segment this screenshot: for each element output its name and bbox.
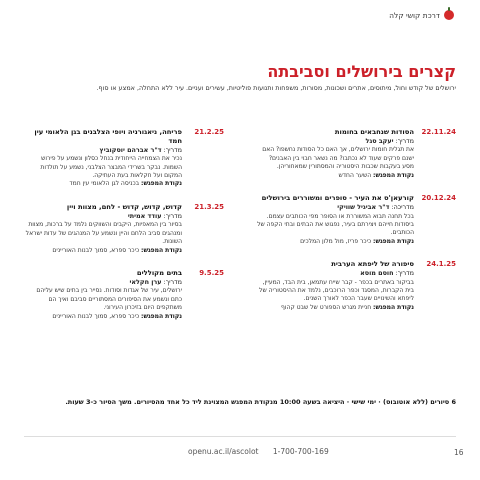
guide-name: חוסם מוסא bbox=[360, 268, 394, 277]
tour-title: הסודות שנחבאים בחומות bbox=[334, 128, 414, 136]
tours-summary-note: 6 סיורים (ללא אוטובוס) · ימי שישי · היציאה בשעה 10:00 מנקודת המפגש המצוינת ליד כל אחד מהסיורים. משך הסיור כ-3 שעות. bbox=[65, 398, 456, 406]
apple-icon bbox=[444, 10, 454, 20]
intro-text: ירושלים של קודש וחול, מיתוסים, אתרים ושכונות, מסורות, משפחות ותנועות פוליטיות, עשירים ועניים. עיר ללא התחלה, אמצע או סוף. bbox=[96, 84, 456, 92]
tour-description: נכיר את הצמחייה הייחודית בנחל כסלון ונשמע על פירוש השמות. נבקר בשרידי המבצר הצלבני, נשמע על תולדות המקום ועל חקלאות בעת העתיקה. bbox=[40, 155, 182, 180]
tour-date: 21.3.25 bbox=[194, 202, 224, 211]
tour-description: את תגלית חומות ירושלים, אך האם כל הסודות נחשפו? האם ישנם פרקים שעוד לא נכתבו? מה נשאר חבוי בין האבנים? מסע בעקבות שכבות היסטוריה והמסתורין שמאחוריהן. bbox=[262, 146, 414, 171]
tour-item bbox=[24, 128, 224, 189]
meet-location: בכניסה לגן הלאומי עין חמד bbox=[69, 180, 140, 188]
footer-divider bbox=[24, 436, 456, 437]
meet-label: נקודת המפגש: bbox=[373, 237, 414, 245]
guide-name: ד"ר אברהם יוסקוביץ bbox=[99, 145, 162, 154]
guide-prefix: מדריך: bbox=[395, 136, 414, 145]
meet-label: נקודת המפגש: bbox=[141, 180, 182, 188]
tour-guide bbox=[24, 278, 182, 287]
meet-location: כיכר ספרא, סמוך לבנות האוריינים bbox=[52, 312, 140, 320]
meet-label: נקודת המפגש: bbox=[141, 246, 182, 254]
tour-guide bbox=[256, 137, 414, 146]
tour-description: בסיור בין המאפיות, היקבים והשווקים נלמד על ברכות, מצוות ומנהגים סביב הלחם והיין ונשמע על המנהגים של עדות ישראל השונות. bbox=[25, 221, 182, 246]
tour-meeting-point bbox=[24, 180, 182, 188]
tour-date: 24.1.25 bbox=[426, 260, 456, 269]
tours-column-left bbox=[24, 128, 224, 335]
tour-title: פריחה, ניאגורניה ויופי הצלבנים בגן הלאומי עין חמד bbox=[34, 128, 182, 145]
tour-date: 9.5.25 bbox=[199, 268, 224, 277]
brand-header bbox=[389, 10, 454, 20]
tour-description: בביקור באתרים בכפר - קבר שייח עתמאן, בית הבד, המעיין, בית הקברות, המסגד וכפר הרוכבים, נלמד את ההיסטוריה של ליפתא והשינויים שעבר הכפר לאורך השנים. bbox=[259, 278, 414, 303]
tour-guide bbox=[24, 146, 182, 155]
tour-title: בתים מקוללים bbox=[136, 268, 182, 277]
page-title: קצרים בירושלים וסביבתה bbox=[267, 62, 456, 81]
meet-location: כיכר ספרא, סמוך לבנות האוריינים bbox=[52, 246, 140, 254]
tour-title: קורעאן'ס את העיר - סופרים ומשוררים בירושלים bbox=[261, 194, 414, 203]
tour-meeting-point bbox=[256, 238, 414, 246]
guide-name: ערן חקלאי bbox=[129, 277, 162, 286]
contact-url[interactable]: openu.ac.il/ascolot bbox=[188, 447, 259, 456]
guide-name: עודד אמיתי bbox=[127, 211, 162, 220]
tour-meeting-point bbox=[24, 313, 182, 321]
tour-meeting-point bbox=[24, 247, 182, 255]
contact-info bbox=[182, 447, 335, 456]
meet-location: כיכר פריז, מול מלון המלכים bbox=[300, 237, 372, 245]
tours-column-right bbox=[256, 128, 456, 326]
tour-date: 22.11.24 bbox=[421, 128, 456, 136]
meet-label: נקודת המפגש: bbox=[141, 312, 182, 320]
tour-item bbox=[256, 128, 456, 180]
tour-description: בכל תחנה תבוא המשוררת או הסופר מפי הכותבים עצמם. ביסודות חייהם ויצירתם בעיר, נפגוש את הבתים ובתי הקפה של הכותבים. bbox=[257, 212, 414, 237]
tour-guide bbox=[256, 269, 414, 278]
tour-date: 21.2.25 bbox=[194, 128, 224, 136]
contact-phone: 1-700-700-169 bbox=[272, 447, 329, 456]
tour-guide bbox=[256, 203, 414, 212]
guide-name: ד"ר אביגיל שוויקי bbox=[337, 202, 390, 211]
meet-location: חניית מגרש הספורט של שבט קהוף bbox=[281, 303, 372, 311]
tour-item bbox=[256, 260, 456, 312]
tour-title: סיפורה של ליפתא הערבית bbox=[331, 260, 414, 269]
guide-prefix: מדריכה: bbox=[391, 202, 414, 211]
tour-item bbox=[24, 269, 224, 321]
brand-label: דרכת קושי קלה bbox=[389, 10, 440, 20]
meet-location: השער החדש bbox=[338, 171, 372, 179]
guide-prefix: מדריך: bbox=[163, 145, 182, 154]
tour-meeting-point bbox=[256, 172, 414, 180]
guide-prefix: מדריך: bbox=[163, 211, 182, 220]
tour-description: ירושלים, עיר של אגדות וסודות. נסייר בין בתים שיש עליהם כתם ונשמע את הסיפורים המסתוריים סביבם ואיך הם משתקפים היום בזיכרון העירוני. bbox=[36, 287, 182, 312]
tour-guide bbox=[24, 212, 182, 221]
meet-label: נקודת המפגש: bbox=[373, 303, 414, 311]
page-number: 16 bbox=[454, 448, 464, 457]
tour-item bbox=[24, 203, 224, 255]
guide-prefix: מדריך: bbox=[395, 268, 414, 277]
tour-title: קדוש, קדוש, קדוש - לחם, מצוות ויין bbox=[66, 202, 182, 211]
guide-prefix: מדריך: bbox=[163, 277, 182, 286]
tour-date: 20.12.24 bbox=[421, 194, 456, 203]
tour-meeting-point bbox=[256, 304, 414, 312]
guide-name: יעקב סגל bbox=[365, 136, 394, 145]
meet-label: נקודת המפגש: bbox=[373, 171, 414, 179]
tour-item bbox=[256, 194, 456, 246]
